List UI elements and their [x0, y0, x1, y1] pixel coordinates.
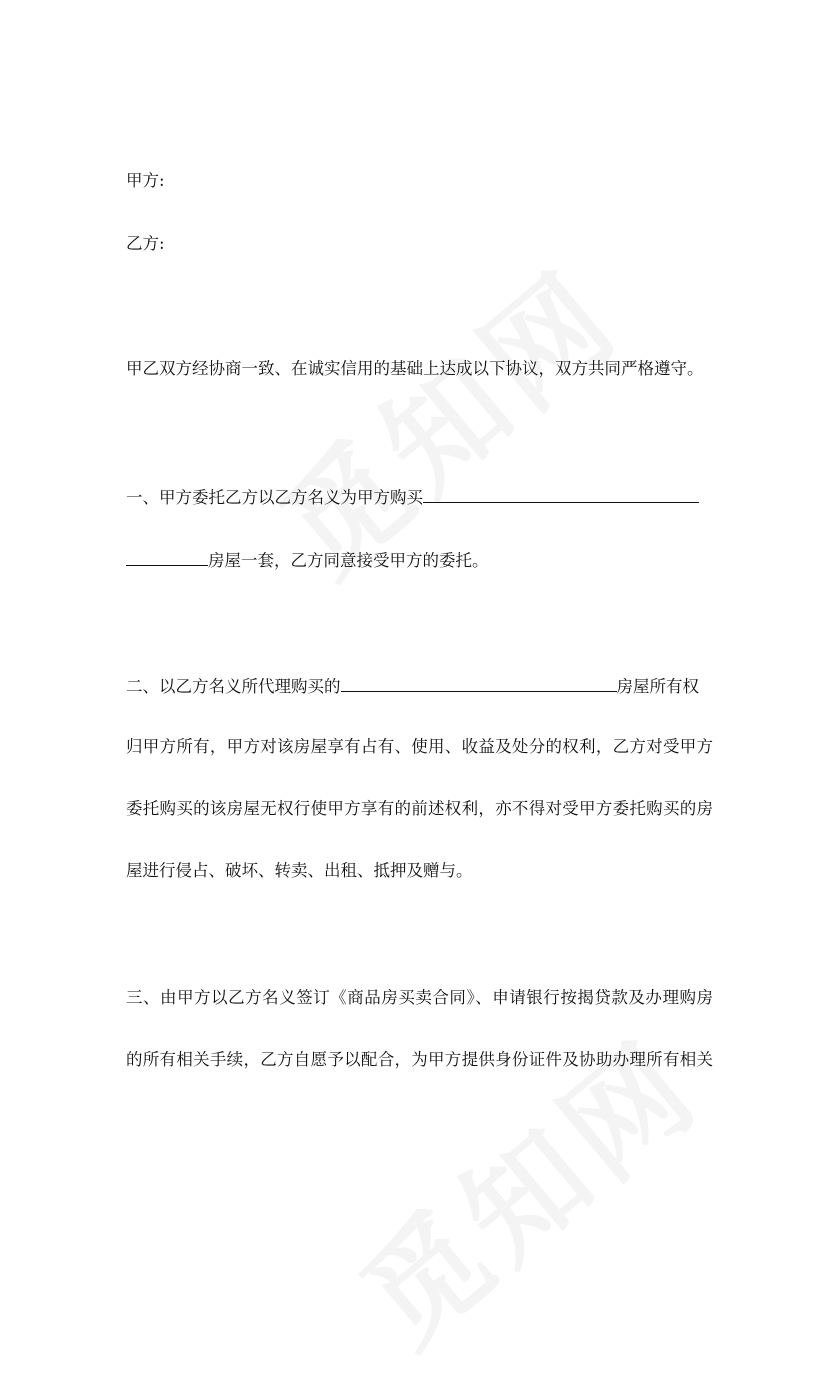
clause2-line2: 归甲方所有，甲方对该房屋享有占有、使用、收益及处分的权利，乙方对受甲方	[126, 737, 713, 756]
clause1-line2	[126, 547, 489, 572]
clause2-line4: 屋进行侵占、破坏、转卖、出租、抵押及赠与。	[126, 861, 473, 880]
clause2-line1	[126, 673, 699, 698]
clause2-text-after: 房屋所有权	[616, 677, 699, 696]
clause1-line1	[126, 484, 699, 509]
clause1-text: 一、甲方委托乙方以乙方名义为甲方购买	[126, 488, 423, 507]
clause3-line1: 三、由甲方以乙方名义签订《商品房买卖合同》、申请银行按揭贷款及办理购房	[126, 988, 713, 1007]
clause2-text-before: 二、以乙方名义所代理购买的	[126, 677, 341, 696]
party-a-label: 甲方:	[126, 171, 165, 190]
clause2-line3: 委托购买的该房屋无权行使甲方享有的前述权利，亦不得对受甲方委托购买的房	[126, 799, 713, 818]
intro-paragraph: 甲乙双方经协商一致、在诚实信用的基础上达成以下协议，双方共同严格遵守。	[126, 359, 704, 378]
clause3-line2: 的所有相关手续，乙方自愿予以配合，为甲方提供身份证件及协助办理所有相关	[126, 1050, 713, 1069]
purchase-target-blank	[423, 484, 699, 503]
party-b-label: 乙方:	[126, 234, 165, 253]
house-blank	[126, 547, 208, 566]
clause1-text-2: 房屋一套，乙方同意接受甲方的委托。	[208, 551, 489, 570]
house-address-blank	[341, 673, 617, 692]
